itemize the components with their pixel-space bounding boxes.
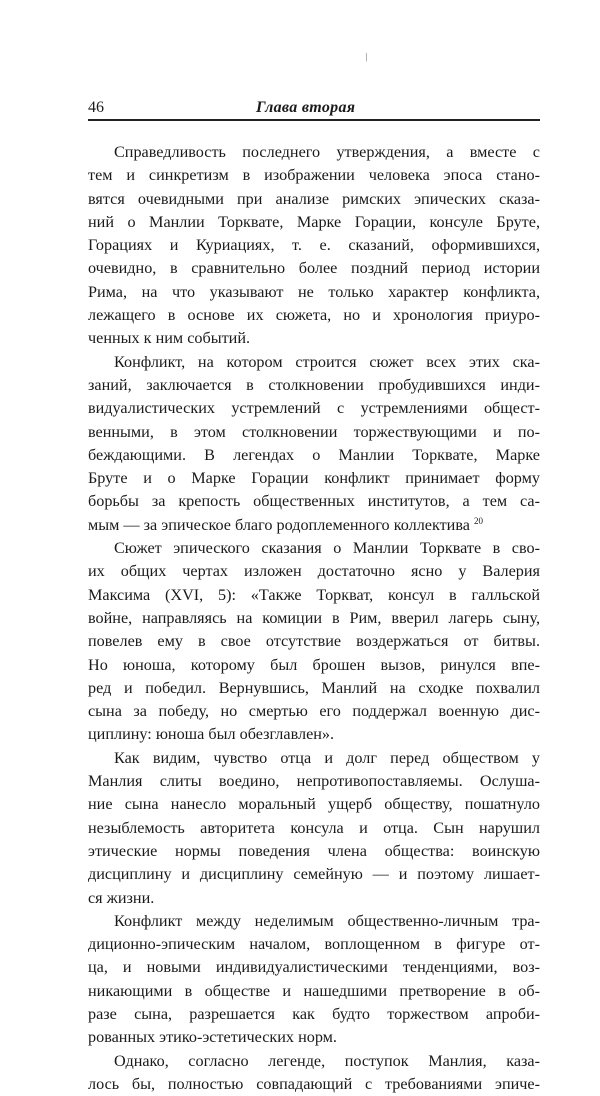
text-line: никающими в обществе и нашедшими претворение в об-	[88, 981, 540, 1000]
body-text	[88, 141, 540, 1096]
text-line-content: мым — за эпическое благо родоплеменного коллектива	[88, 515, 470, 534]
text-line: ред и победил. Вернувшись, Манлий на сходке похвалил	[88, 678, 540, 697]
text-line: Однако, согласно легенде, поступок Манлия, каза-	[114, 1051, 540, 1070]
text-line: разе сына, разрешается как будто торжеством апроби-	[88, 1004, 540, 1023]
text-line: диционно-эпическим началом, воплощенном в фигуре от-	[88, 935, 540, 954]
text-line: венными, в этом столкновении торжествующими и по-	[88, 422, 540, 441]
text-line: сына за победу, но смертью его поддержал военную дис-	[88, 702, 540, 721]
text-line: ца, и новыми индивидуалистическими тенденциями, воз-	[88, 958, 540, 977]
text-line: видуалистических устремлений с устремлениями общест-	[88, 399, 540, 418]
text-line: Максима (XVI, 5): «Также Торкват, консул в галльской	[88, 585, 540, 604]
text-line: ся жизни.	[88, 888, 155, 907]
text-line: незыблемость авторитета консула и отца. Сын нарушил	[88, 818, 540, 837]
text-line: Бруте и о Марке Горации конфликт принимает форму	[88, 469, 540, 488]
paragraph	[88, 747, 540, 910]
text-line: этические нормы поведения члена общества: воинскую	[88, 841, 540, 860]
text-line: лежащего в основе их сюжета, но и хронология приуро-	[88, 306, 540, 325]
paragraph	[88, 1050, 540, 1096]
header-rule	[88, 119, 540, 121]
paragraph	[88, 141, 540, 351]
text-line: повелев ему в свое отсутствие воздержаться от битвы.	[88, 632, 540, 651]
paragraph	[88, 910, 540, 1050]
text-line: их общих чертах изложен достаточно ясно у Валерия	[88, 562, 540, 581]
running-head	[88, 99, 540, 119]
page-number: 46	[88, 99, 104, 116]
text-line: рованных этико-эстетических норм.	[88, 1028, 337, 1047]
text-line: Справедливость последнего утверждения, а вместе с	[114, 143, 540, 161]
text-line: борьбы за крепость общественных институтов, а тем са-	[88, 492, 540, 511]
text-line: дисциплину и дисциплину семейную — и поэтому лишает-	[88, 865, 540, 884]
text-line	[88, 514, 540, 537]
footnote-ref: 20	[474, 515, 484, 526]
text-line: тем и синкретизм в изображении человека эпоса стано-	[88, 166, 540, 185]
text-line: лось бы, полностью совпадающий с требованиями эпиче-	[88, 1074, 540, 1093]
text-line: ченных к ним событий.	[88, 329, 251, 348]
text-line: Манлия слиты воедино, непротивопоставляемы. Ослуша-	[88, 772, 540, 791]
text-line: Как видим, чувство отца и долг перед обществом у	[114, 748, 540, 767]
text-line: беждающими. В легендах о Манлии Торквате, Марке	[88, 445, 540, 464]
paragraph	[88, 351, 540, 537]
text-line: ний о Манлии Торквате, Марке Горации, консуле Бруте,	[88, 212, 540, 231]
text-line: Конфликт между неделимым общественно-личным тра-	[114, 911, 540, 930]
stray-pencil-mark: /	[362, 49, 371, 65]
chapter-title: Глава вторая	[256, 99, 356, 116]
text-line: Сюжет эпического сказания о Манлии Торквате в сво-	[114, 539, 540, 558]
text-line: Горациях и Куриациях, т. е. сказаний, оформившихся,	[88, 236, 540, 255]
paragraph	[88, 537, 540, 747]
text-line: ние сына нанесло моральный ущерб обществу, пошатнуло	[88, 795, 540, 814]
text-line: Но юноша, которому был брошен вызов, ринулся впе-	[88, 655, 540, 674]
text-line: заний, заключается в столкновении пробудившихся инди-	[88, 375, 540, 394]
text-line: Рима, на что указывают не только характер конфликта,	[88, 282, 540, 301]
text-line: очевидно, в сравнительно более поздний период истории	[88, 259, 540, 278]
text-line: Конфликт, на котором строится сюжет всех этих ска-	[114, 352, 540, 371]
text-line: вятся очевидными при анализе римских эпических сказа-	[88, 189, 540, 208]
text-line: циплину: юноша был обезглавлен».	[88, 725, 335, 744]
text-line: войне, направляясь на комиции в Рим, вверил лагерь сыну,	[88, 608, 540, 627]
